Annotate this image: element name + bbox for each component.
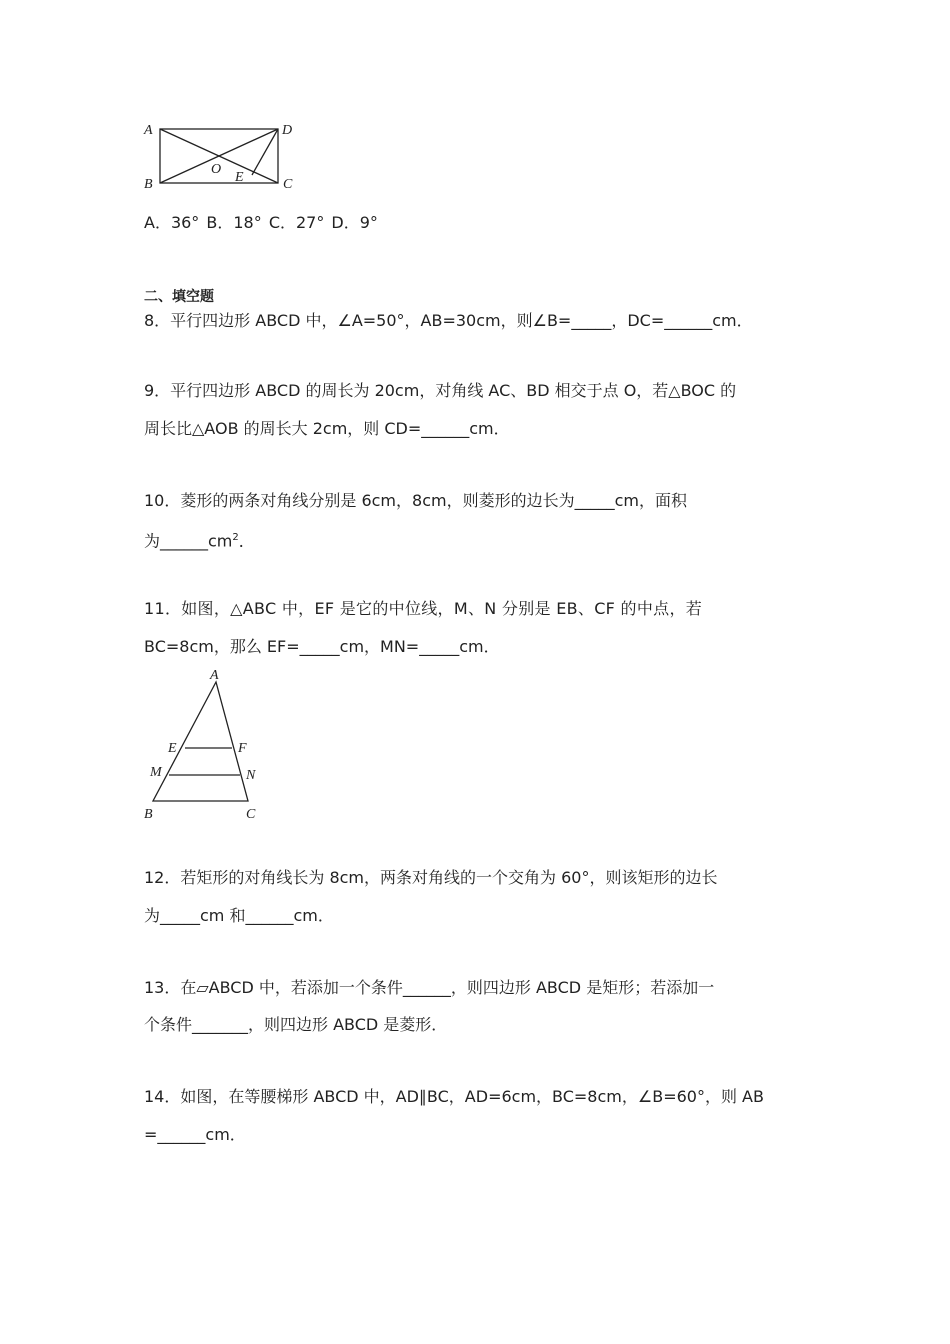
- label-f: F: [238, 741, 247, 756]
- question-9-line-2: 周长比△AOB 的周长大 2cm，则 CD=______cm．: [144, 419, 510, 438]
- question-10-line-2: [144, 528, 255, 551]
- label-b: B: [144, 807, 153, 822]
- question-9-line-1: 9．平行四边形 ABCD 的周长为 20cm，对角线 AC、BD 相交于点 O，若△BOC 的: [144, 381, 737, 400]
- label-a: A: [144, 123, 153, 138]
- question-10-line-2-text: 为______cm: [144, 531, 233, 551]
- figure-triangle-midlines: [140, 666, 280, 826]
- label-d: D: [282, 123, 293, 138]
- question-10-line-2-end: ．: [238, 531, 255, 551]
- question-8: 8．平行四边形 ABCD 中，∠A=50°，AB=30cm，则∠B=_____，DC=______cm．: [144, 311, 753, 330]
- label-m: M: [150, 765, 162, 780]
- question-14-line-1: 14．如图，在等腰梯形 ABCD 中，AD∥BC，AD=6cm，BC=8cm，∠B=60°，则 AB: [144, 1087, 764, 1106]
- question-10-line-1: 10．菱形的两条对角线分别是 6cm，8cm，则菱形的边长为_____cm，面积: [144, 491, 687, 510]
- label-e: E: [235, 170, 244, 185]
- label-a: A: [210, 668, 219, 683]
- question-13-line-2: 个条件_______，则四边形 ABCD 是菱形．: [144, 1015, 448, 1034]
- question-13-line-1: 13．在▱ABCD 中，若添加一个条件______，则四边形 ABCD 是矩形；若添加一: [144, 978, 715, 997]
- label-c: C: [283, 177, 293, 192]
- label-n: N: [246, 768, 256, 783]
- figure-rectangle-diagonals: [140, 118, 305, 196]
- label-c: C: [246, 807, 256, 822]
- question-12-line-2: 为_____cm 和______cm．: [144, 906, 334, 925]
- answer-choices: A．36° B．18° C．27° D．9°: [144, 213, 378, 232]
- label-e: E: [168, 741, 177, 756]
- segment-de: [252, 129, 278, 175]
- question-14-line-2: =______cm．: [144, 1125, 246, 1144]
- superscript-2: 2: [232, 532, 239, 543]
- question-12-line-1: 12．若矩形的对角线长为 8cm，两条对角线的一个交角为 60°，则该矩形的边长: [144, 868, 718, 887]
- question-11-line-1: 11．如图，△ABC 中，EF 是它的中位线，M、N 分别是 EB、CF 的中点，若: [144, 599, 703, 618]
- label-o: O: [211, 162, 222, 177]
- section-heading: 二、填空题: [144, 289, 214, 305]
- label-b: B: [144, 177, 153, 192]
- question-11-line-2: BC=8cm，那么 EF=_____cm，MN=_____cm．: [144, 637, 500, 656]
